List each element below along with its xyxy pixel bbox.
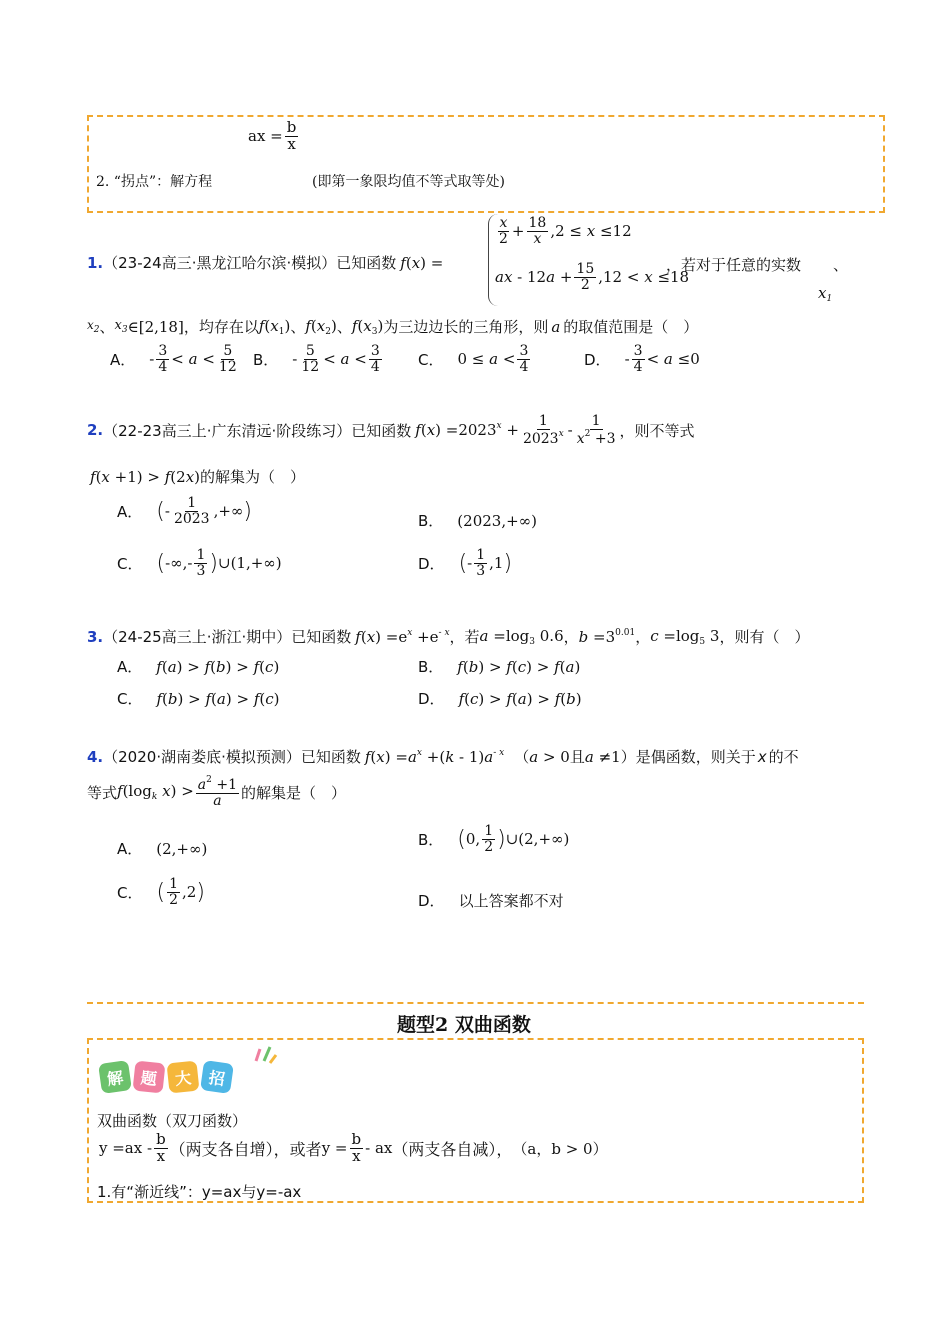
q2-option-b[interactable]: B． (2023,+∞) <box>418 511 538 530</box>
q4-option-b[interactable]: B． ( 0, $\frac{1}{2}$ ) ∪(2,+∞) <box>418 823 570 855</box>
q1-after-piece: ，若对于任意的实数 <box>666 256 802 274</box>
q3-option-b[interactable]: B． f(b) > f(c) > f(a) <box>418 657 581 676</box>
q3-source: （24-25高三上·浙江·期中）已知函数 <box>103 628 352 646</box>
q2-line2: f(x +1) > f(2x) 的解集为（ ） <box>90 467 306 486</box>
badge-1: 解 <box>98 1060 132 1094</box>
q1-source: （23-24高三·黑龙江哈尔滨·模拟）已知函数 <box>103 254 397 272</box>
top-line2-note: (即第一象限均值不等式取等处) <box>312 174 505 190</box>
section2-asymptote: 1.有“渐近线”：y=ax与y=-ax <box>97 1183 302 1201</box>
q4-source: （2020·湖南娄底·模拟预测）已知函数 <box>103 748 361 766</box>
q1-number: 1. <box>87 253 104 272</box>
section2-title: 题型2 双曲函数 <box>397 1014 531 1036</box>
q3-line1: 3. （24-25高三上·浙江·期中）已知函数 $f(x) =e^x +e^{- x}$ ，若 $a =\log_3$ 0.6 ， $b =3^{0.01}$ ， $c =\log_5$ 3 ，则有（ ） <box>87 626 810 647</box>
q4-option-c[interactable]: C． ( $\frac{1}{2}$ ,2 ) <box>117 876 205 908</box>
q1-line1: 1. （23-24高三·黑龙江哈尔滨·模拟）已知函数 f ( x ) = <box>87 253 444 272</box>
q3-option-a[interactable]: A． f(a) > f(b) > f(c) <box>117 657 280 676</box>
q3-option-d[interactable]: D． f(c) > f(a) > f(b) <box>418 689 582 708</box>
top-formula: ax = $\frac{b}{x}$ <box>248 118 297 153</box>
q1-line2: $x_2$ 、 $x_3$ ∈[2,18] ，均存在以 $f(x_1)$ 、 $f(x_2)$ 、 $f(x_3)$ 为三边边长的三角形，则 a 的取值范围是（ ） <box>87 316 699 337</box>
q2-option-d[interactable]: D． ( - $\frac{1}{3}$ ,1 ) <box>418 547 513 579</box>
q4-number: 4. <box>87 747 104 766</box>
method-box-top <box>87 115 885 213</box>
top-line2-label: 2. “拐点”：解方程 <box>96 174 213 190</box>
q4-line1: 4. （2020·湖南娄底·模拟预测）已知函数 $f(x) =a^x +(k - 1)a^{- x}$ （ a > 0 且 a ≠1 ） 是偶函数，则关于 x 的不 <box>87 747 799 766</box>
q2-number: 2. <box>87 421 104 440</box>
badge-3: 大 <box>167 1061 200 1094</box>
section2-line2: y =ax - $\frac{b}{x}$ （两支各自增），或者 y = $\frac{b}{x}$ - ax （两支各自减）， （a，b > 0） <box>99 1130 608 1165</box>
section2-line1: 双曲函数（双刀函数） <box>97 1112 248 1130</box>
q3-option-c[interactable]: C． f(b) > f(a) > f(c) <box>117 689 280 708</box>
tips-badge <box>100 1062 236 1092</box>
q2-source: （22-23高三上·广东清远·阶段练习）已知函数 <box>103 421 412 440</box>
q1-option-b[interactable]: B． - $\frac{5}{12}$ < a < $\frac{3}{4}$ <box>253 343 380 375</box>
section2-divider <box>87 1002 864 1004</box>
q1-piecewise: $\frac{x}{2}$ + $\frac{18}{x}$ ,2 ≤ x ≤12 ax - 12a + $\frac{15}{2}$ ,12 < x ≤18 <box>488 214 669 306</box>
badge-2: 题 <box>133 1061 166 1094</box>
top-formula-lhs: ax = <box>248 127 283 146</box>
q3-number: 3. <box>87 627 104 646</box>
q4-option-a[interactable]: A． (2,+∞) <box>117 839 208 858</box>
q2-option-c[interactable]: C． ( -∞,- $\frac{1}{3}$ ) ∪(1,+∞) <box>117 547 282 579</box>
q1-option-d[interactable]: D． - $\frac{3}{4}$ < a ≤0 <box>584 343 700 375</box>
q4-line2: 等式 $f(\log_k$ x) > $\frac{a^2 +1}{a}$ 的解集是（ ） <box>87 775 346 809</box>
sparkle-icon <box>252 1043 278 1065</box>
q2-line1: 2. （22-23高三上·广东清远·阶段练习）已知函数 $f(x) =2023^x$ + $\frac{1}{2023^x}$ - $\frac{1}{x^2 +3}$ ，则不等式 <box>87 413 695 447</box>
q4-option-d[interactable]: D． 以上答案都不对 <box>418 892 564 910</box>
q1-option-c[interactable]: C． 0 ≤ a < $\frac{3}{4}$ <box>418 343 529 375</box>
badge-4: 招 <box>200 1060 234 1094</box>
q2-option-a[interactable]: A． ( - $\frac{1}{2023}$ ,+∞ ) <box>117 495 253 527</box>
q1-option-a[interactable]: A． - $\frac{3}{4}$ < a < $\frac{5}{12}$ <box>110 343 237 375</box>
